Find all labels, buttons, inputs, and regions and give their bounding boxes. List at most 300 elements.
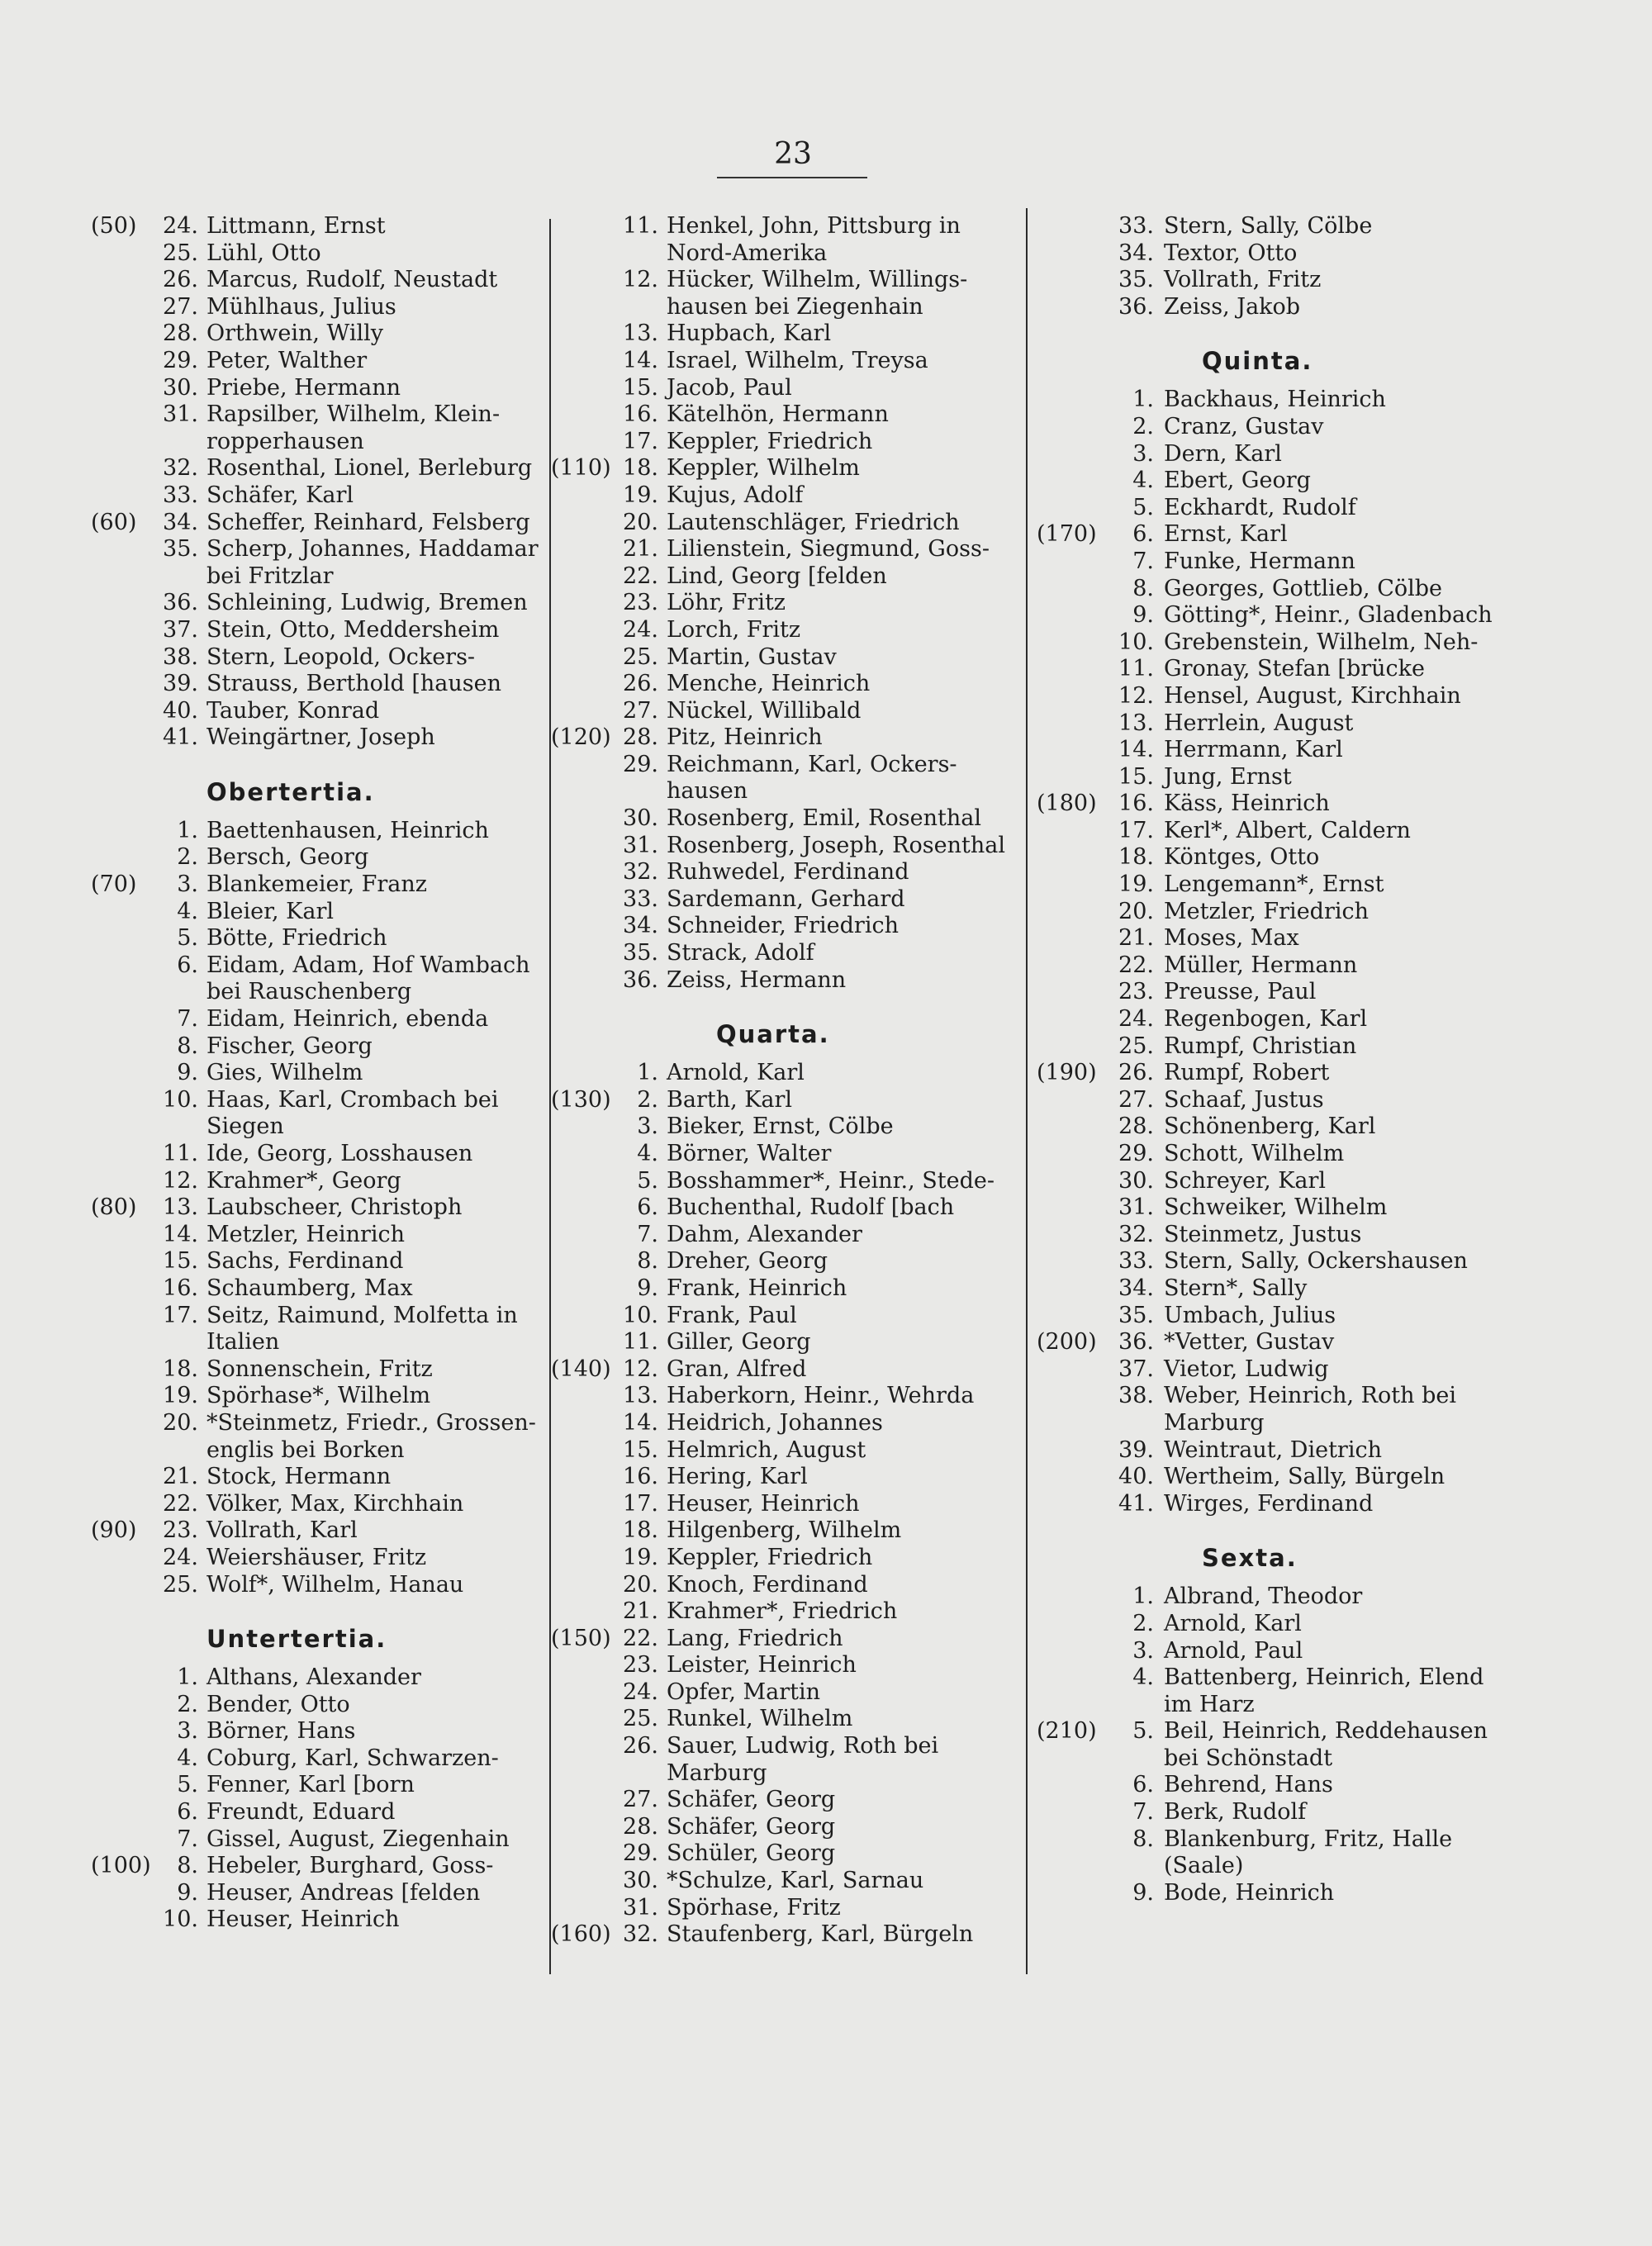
entry-number: 11. [163,1141,198,1166]
list-item [551,1383,997,1410]
entry-number: 34. [1118,1275,1154,1301]
student-entry: Nückel, Willibald [667,697,862,724]
student-entry: Völker, Max, Kirchhain [206,1490,464,1517]
entry-number: 16. [1118,791,1154,817]
student-entry: Schreyer, Karl [1164,1167,1327,1194]
entry-number: 25. [623,643,658,670]
page-number-rule [717,177,867,178]
entry-number: 22. [163,1490,198,1517]
list-item [91,482,537,510]
list-item [551,913,997,940]
list-item [91,1491,537,1518]
class-heading: Quinta. [1202,347,1313,376]
list-item [551,1087,997,1114]
student-entry: Nord-Amerika [667,240,828,266]
list-item [91,724,537,752]
student-entry: Keppler, Wilhelm [667,455,860,482]
student-entry: Weiershäuser, Fritz [206,1544,427,1570]
entry-number: 29. [623,751,658,777]
student-entry: Laubscheer, Christoph [206,1194,463,1221]
entry-number: 34. [163,509,198,535]
student-entry: Bode, Heinrich [1164,1879,1335,1906]
entry-number: 1. [1132,387,1154,413]
entry-number: 1. [177,1664,198,1691]
list-item [551,886,997,914]
list-item [91,671,537,698]
student-entry: Martin, Gustav [667,643,837,670]
entry-number: 18. [1118,844,1154,871]
list-item [91,348,537,375]
entry-number: 38. [1118,1383,1154,1409]
entry-number: 7. [637,1221,658,1247]
student-entry: Lind, Georg [felden [667,563,887,589]
entry-number: 24. [623,616,658,643]
student-entry: Weber, Heinrich, Roth bei [1164,1383,1456,1409]
list-item [551,375,997,402]
student-entry: Baettenhausen, Heinrich [206,817,489,843]
entry-number: 7. [1132,548,1154,574]
entry-number: 11. [623,213,658,239]
student-entry: Bieker, Ernst, Cölbe [667,1114,894,1140]
student-entry: Marburg [667,1759,767,1786]
list-item [91,644,537,672]
entry-number: 6. [1132,521,1154,548]
list-item [1037,1772,1532,1799]
student-entry: Vollrath, Fritz [1164,267,1322,293]
student-entry: Schäfer, Georg [667,1813,836,1840]
list-item [551,752,997,779]
student-entry: Köntges, Otto [1164,844,1320,871]
list-item [1037,1033,1532,1061]
list-item [551,213,997,240]
entry-number: 9. [1132,1879,1154,1906]
entry-number: 30. [1118,1167,1154,1194]
entry-number: 26. [1118,1060,1154,1086]
student-entry: Stein, Otto, Meddersheim [206,616,500,643]
list-item [551,724,997,752]
entry-number: 24. [1118,1006,1154,1033]
list-item [1037,1275,1532,1303]
student-entry: Schaaf, Justus [1164,1086,1324,1113]
entry-number: 5. [1132,1718,1154,1745]
student-entry: Schönenberg, Karl [1164,1114,1376,1140]
list-item [91,240,537,268]
list-item [1037,764,1532,791]
student-entry: Seitz, Raimund, Molfetta in [206,1302,518,1328]
entry-number: 16. [623,401,658,428]
student-entry: Dahm, Alexander [667,1221,862,1247]
entry-number: 2. [1132,1610,1154,1636]
student-entry: Zeiss, Hermann [667,966,847,993]
entry-number: 10. [163,1086,198,1113]
page-number: 23 [774,137,812,171]
list-item [1037,1356,1532,1384]
student-entry: Georges, Gottlieb, Cölbe [1164,575,1443,601]
student-entry: Schäfer, Karl [206,482,354,508]
list-item [551,1895,997,1922]
entry-number: 14. [163,1221,198,1247]
student-entry: Pitz, Heinrich [667,724,823,751]
list-item [1037,1464,1532,1491]
student-entry: Moses, Max [1164,925,1299,952]
student-entry: Marburg [1164,1409,1265,1436]
list-item [551,1921,997,1949]
student-entry: im Harz [1164,1691,1255,1717]
student-entry: Hücker, Wilhelm, Willings- [667,267,968,293]
student-entry: Wirges, Ferdinand [1164,1490,1374,1517]
list-item [1037,495,1532,522]
list-item [551,1437,997,1465]
student-entry: Opfer, Martin [667,1679,821,1705]
list-item [91,1303,537,1330]
student-entry: Rosenberg, Joseph, Rosenthal [667,832,1005,858]
running-count: (60) [91,509,137,535]
student-entry: Marcus, Rudolf, Neustadt [206,267,498,293]
student-entry: Ide, Georg, Losshausen [206,1141,473,1166]
list-item [551,536,997,563]
student-entry: Gran, Alfred [667,1356,807,1382]
list-item [551,429,997,456]
student-entry: Rosenthal, Lionel, Berleburg [206,455,533,482]
entry-number: 19. [163,1383,198,1409]
entry-number: 4. [1132,468,1154,494]
entry-number: 23. [163,1517,198,1544]
list-item [91,267,537,294]
list-item [91,871,537,899]
student-entry: Strauss, Berthold [hausen [206,671,501,697]
student-entry: Börner, Hans [206,1718,356,1745]
list-item [1037,1745,1532,1773]
list-item [91,1545,537,1572]
running-count: (50) [91,213,137,239]
student-entry: Beil, Heinrich, Reddehausen [1164,1718,1488,1745]
list-item [1037,267,1532,294]
entry-number: 1. [177,817,198,843]
entry-number: 6. [177,1799,198,1826]
list-item [1037,925,1532,952]
entry-number: 4. [1132,1664,1154,1691]
running-count: (210) [1037,1718,1097,1745]
student-entry: Henkel, John, Pittsburg in [667,213,961,239]
list-item [91,1222,537,1249]
list-item [1037,414,1532,441]
entry-number: 27. [163,293,198,320]
entry-number: 13. [623,321,658,347]
list-item [551,590,997,617]
list-item [91,1275,537,1303]
student-entry: Stern, Sally, Ockershausen [1164,1248,1468,1275]
student-entry: Lengemann*, Ernst [1164,871,1384,898]
list-item [91,1853,537,1880]
student-entry: Rapsilber, Wilhelm, Klein- [206,401,501,428]
running-count: (80) [91,1194,137,1221]
list-item [91,1826,537,1854]
list-item [551,1572,997,1599]
running-count: (180) [1037,791,1097,817]
student-entry: Stock, Hermann [206,1464,392,1490]
student-entry: Hupbach, Karl [667,321,832,347]
running-count: (130) [551,1086,611,1113]
entry-number: 32. [623,859,658,886]
list-item [1037,548,1532,576]
student-entry: hausen bei Ziegenhain [667,293,923,320]
list-item [1037,387,1532,414]
student-entry: Kujus, Adolf [667,482,804,508]
student-entry: Backhaus, Heinrich [1164,387,1386,413]
entry-number: 35. [623,940,658,966]
list-item [551,510,997,537]
list-item [91,455,537,482]
list-item [91,1664,537,1692]
student-entry: Peter, Walther [206,347,368,373]
student-entry: Buchenthal, Rudolf [bach [667,1194,955,1221]
entry-number: 8. [637,1248,658,1275]
list-item [551,617,997,644]
entry-number: 5. [177,1772,198,1798]
running-count: (110) [551,455,611,482]
student-entry: Berk, Rudolf [1164,1799,1307,1826]
list-item [551,1868,997,1895]
entry-number: 28. [623,1813,658,1840]
student-entry: Götting*, Heinr., Gladenbach [1164,602,1493,629]
list-item [1037,656,1532,683]
list-item [91,375,537,402]
student-entry: Schleining, Ludwig, Bremen [206,590,528,616]
list-item [551,1141,997,1168]
student-entry: Sachs, Ferdinand [206,1248,404,1275]
entry-number: 20. [623,509,658,535]
student-entry: Italien [206,1329,280,1356]
entry-number: 23. [623,1652,658,1679]
list-item [91,698,537,725]
list-item [1037,441,1532,468]
student-entry: Keppler, Friedrich [667,428,873,454]
list-item [1037,213,1532,240]
entry-number: 9. [637,1275,658,1301]
list-item [551,1060,997,1087]
list-item [551,778,997,805]
entry-number: 12. [623,267,658,293]
list-item [91,1006,537,1033]
entry-number: 35. [1118,267,1154,293]
running-count: (160) [551,1921,611,1948]
entry-number: 16. [623,1464,658,1490]
entry-number: 29. [623,1840,658,1867]
list-item [551,1194,997,1222]
student-entry: Strack, Adolf [667,940,814,966]
entry-number: 41. [163,724,198,751]
entry-number: 20. [163,1409,198,1436]
entry-number: 29. [163,347,198,373]
student-entry: Kätelhön, Hermann [667,401,889,428]
entry-number: 29. [1118,1141,1154,1166]
list-item [1037,1799,1532,1826]
list-item [91,1356,537,1384]
entry-number: 30. [623,805,658,832]
student-entry: Steinmetz, Justus [1164,1221,1362,1247]
entry-number: 5. [177,925,198,952]
list-item [1037,294,1532,321]
entry-number: 9. [177,1060,198,1086]
student-entry: Cranz, Gustav [1164,413,1324,439]
student-entry: *Schulze, Karl, Sarnau [667,1868,924,1894]
student-entry: Mühlhaus, Julius [206,293,396,320]
student-entry: Haberkorn, Heinr., Wehrda [667,1383,975,1409]
student-entry: Zeiss, Jakob [1164,293,1301,320]
list-item [91,899,537,926]
entry-number: 30. [163,374,198,401]
list-item [551,1517,997,1545]
student-entry: Spörhase, Fritz [667,1894,841,1921]
student-entry: Schäfer, Georg [667,1787,836,1813]
list-item [1037,521,1532,548]
list-item [91,1745,537,1773]
list-item [551,1598,997,1626]
student-entry: Vietor, Ludwig [1164,1356,1329,1382]
entry-number: 5. [637,1167,658,1194]
list-item [91,213,537,240]
student-entry: Hensel, August, Kirchhain [1164,682,1461,709]
student-entry: Sardemann, Gerhard [667,886,905,912]
list-item [551,1410,997,1437]
list-item [91,401,537,429]
student-entry: Helmrich, August [667,1436,866,1463]
list-item [1037,1638,1532,1665]
running-count: (140) [551,1356,611,1382]
entry-number: 18. [163,1356,198,1382]
student-entry: Haas, Karl, Crombach bei [206,1086,499,1113]
entry-number: 19. [623,1544,658,1570]
entry-number: 3. [1132,440,1154,467]
student-entry: Spörhase*, Wilhelm [206,1383,431,1409]
entry-number: 12. [1118,682,1154,709]
entry-number: 24. [163,213,198,239]
entry-number: 31. [1118,1194,1154,1221]
entry-number: 6. [1132,1772,1154,1798]
entry-number: 22. [623,1625,658,1651]
student-entry: Löhr, Fritz [667,590,786,616]
entry-number: 28. [1118,1114,1154,1140]
list-item [1037,1194,1532,1222]
student-entry: Jacob, Paul [667,374,792,401]
student-entry: Bosshammer*, Heinr., Stede- [667,1167,995,1194]
entry-number: 22. [623,563,658,589]
running-count: (120) [551,724,611,751]
student-entry: Althans, Alexander [206,1664,421,1691]
running-count: (200) [1037,1329,1097,1356]
entry-number: 7. [1132,1799,1154,1826]
student-entry: Siegen [206,1114,284,1140]
entry-number: 26. [623,1733,658,1759]
entry-number: 41. [1118,1490,1154,1517]
entry-number: 15. [623,374,658,401]
list-item [91,321,537,348]
list-item [1037,1248,1532,1275]
student-entry: Leister, Heinrich [667,1652,857,1679]
list-item [1037,710,1532,738]
student-entry: Gronay, Stefan [brücke [1164,656,1426,682]
student-entry: Arnold, Paul [1164,1637,1303,1664]
entry-number: 36. [1118,293,1154,320]
student-entry: *Steinmetz, Friedr., Grossen- [206,1409,536,1436]
entry-number: 21. [163,1464,198,1490]
list-item [91,1383,537,1410]
entry-number: 26. [623,671,658,697]
list-item [551,1329,997,1356]
list-item [91,617,537,644]
entry-number: 21. [623,536,658,563]
class-heading: Quarta. [716,1020,830,1049]
class-heading: Untertertia. [206,1625,387,1654]
list-item [1037,602,1532,629]
student-entry: Scherp, Johannes, Haddamar [206,536,539,563]
entry-number: 39. [163,671,198,697]
entry-number: 4. [177,898,198,924]
entry-number: 2. [1132,413,1154,439]
list-item [551,940,997,967]
entry-number: 33. [163,482,198,508]
list-item [1037,1329,1532,1356]
student-entry: Runkel, Wilhelm [667,1706,853,1732]
entry-number: 17. [623,428,658,454]
student-entry: Heidrich, Johannes [667,1409,883,1436]
list-item [1037,1826,1532,1854]
list-item [551,1491,997,1518]
entry-number: 28. [623,724,658,751]
list-item [1037,1880,1532,1907]
list-item [551,1275,997,1303]
list-item [551,563,997,591]
student-entry: Käss, Heinrich [1164,791,1330,817]
student-entry: Battenberg, Heinrich, Elend [1164,1664,1484,1691]
student-entry: Lautenschläger, Friedrich [667,509,960,535]
list-item [551,805,997,833]
entry-number: 17. [163,1302,198,1328]
student-entry: Barth, Karl [667,1086,793,1113]
column-divider [1026,208,1028,1974]
student-entry: Frank, Heinrich [667,1275,847,1301]
entry-number: 24. [623,1679,658,1705]
student-entry: Eckhardt, Rudolf [1164,494,1356,520]
list-item [551,671,997,698]
running-count: (90) [91,1517,137,1544]
list-item [1037,468,1532,495]
student-entry: Ruhwedel, Ferdinand [667,859,909,886]
student-entry: Heuser, Heinrich [667,1490,860,1517]
student-entry: Ebert, Georg [1164,468,1311,494]
list-item [91,510,537,537]
running-count: (70) [91,871,137,898]
entry-number: 38. [163,643,198,670]
list-item [551,1248,997,1275]
list-item [551,482,997,510]
entry-number: 15. [163,1248,198,1275]
student-entry: Funke, Hermann [1164,548,1355,574]
list-item [551,1114,997,1141]
student-entry: Gissel, August, Ziegenhain [206,1826,510,1852]
student-entry: Rumpf, Robert [1164,1060,1330,1086]
list-item [1037,1437,1532,1465]
student-entry: Littmann, Ernst [206,213,386,239]
list-item [551,1733,997,1760]
student-entry: Arnold, Karl [667,1060,805,1086]
list-item [551,1626,997,1653]
list-item [91,1799,537,1826]
list-item [1037,899,1532,926]
list-item [91,1906,537,1934]
student-entry: Stern, Sally, Cölbe [1164,213,1373,239]
entry-number: 13. [163,1194,198,1221]
